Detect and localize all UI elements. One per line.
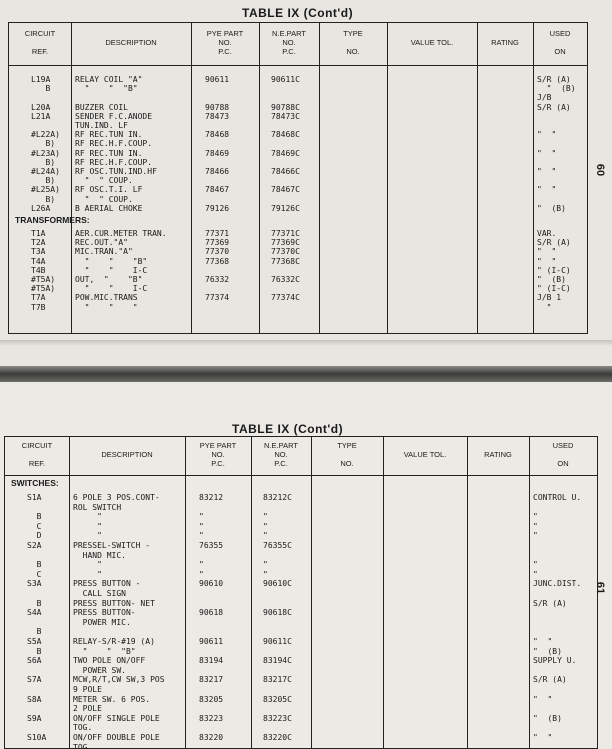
cell-used: S/R (A) [537,238,571,248]
cell-used: SUPPLY U. [533,656,577,666]
cell-used: S/R (A) [533,675,567,685]
cell-ref: #L22A) [31,130,60,140]
cell-used: " " [533,694,553,704]
cell-used: VAR. [537,229,557,238]
header-line: VALUE TOL. [410,38,454,47]
cell-used: " [533,560,538,570]
header-line: N.E.PART [272,29,306,38]
column-divider [467,437,468,748]
cell-desc: HAND MIC. [73,550,126,560]
header-line [477,29,533,38]
cell-pye: 79126 [205,203,230,213]
header-line [529,450,597,459]
header-line: P.C. [282,47,296,56]
cell-ref: S3A [27,579,42,589]
cell-desc: CALL SIGN [73,589,126,598]
cell-used: " (B) [537,203,566,213]
cell-pye: 83217 [199,675,224,685]
column-divider [71,23,72,333]
cell-used: " " [537,130,557,140]
cell-desc: MIC.TRAN."A" [75,247,133,257]
cell-pye: 83220 [199,733,224,742]
header-line: N.E.PART [264,441,298,450]
cell-desc: ON/OFF DOUBLE POLE [73,733,160,742]
cell-desc: OUT, " "B" [75,275,143,284]
cell-pye: 78473 [205,111,230,121]
cell-ref: S5A [27,637,42,646]
cell-ref: B) [31,139,56,149]
cell-ref: S9A [27,713,42,723]
header-line: TYPE [337,441,357,450]
cell-used: " " [537,185,557,195]
header-line [319,38,387,47]
cell-ref: T2A [31,238,46,248]
header-line: NO. [274,450,288,459]
parts-table [4,436,598,749]
column-header [383,441,467,468]
page-number: 60 [594,163,607,177]
cell-desc: " " "B" [75,256,148,266]
cell-ne: " [263,531,268,541]
header-line: P.C. [218,47,232,56]
cell-used: " [533,569,538,579]
header-line: CIRCUIT [24,29,56,38]
cell-desc: RELAY COIL "A" [75,75,143,84]
cell-ne: 83194C [263,656,292,666]
header-line [467,459,529,468]
cell-desc: RF REC.H.F.COUP. [75,139,153,149]
cell-desc: " " I-C [75,265,148,275]
header-line [71,29,191,38]
cell-desc: 2 POLE [73,704,102,714]
parts-table [8,22,588,334]
cell-ref: T7B [31,302,46,312]
column-divider [529,437,530,748]
header-line: NO. [218,38,232,47]
cell-desc: POWER SW. [73,665,126,675]
cell-ne: 90618C [263,608,292,618]
column-header [5,441,69,468]
cell-pye: 77370 [205,247,230,257]
header-line: REF. [28,459,46,468]
cell-desc: TOG. [73,723,93,733]
column-divider [69,437,70,748]
cell-ref: D [27,531,42,541]
cell-used: " " [537,256,557,266]
cell-ne: 83223C [263,713,292,723]
header-line: CIRCUIT [21,441,53,450]
cell-ref: #T5A) [31,275,56,284]
column-divider [387,23,388,333]
column-divider [191,23,192,333]
header-line: RATING [491,38,519,47]
header-line: PYE PART [199,441,237,450]
cell-used: " (B) [537,84,576,94]
cell-ne: 83212C [263,493,292,502]
section-heading: SWITCHES: [11,478,59,488]
cell-used: S/R (A) [537,102,571,112]
cell-ne: 78467C [271,185,300,195]
cell-used: S/R (A) [537,75,571,84]
cell-used: " (B) [533,646,562,656]
cell-used: " (I-C) [537,284,571,294]
column-header [533,29,587,56]
cell-pye: 77374 [205,293,230,303]
cell-desc: METER SW. 6 POS. [73,694,151,704]
cell-desc: ROL SWITCH [73,502,122,512]
header-line: USED [549,29,571,38]
cell-ref: T3A [31,247,46,257]
column-header [467,441,529,468]
cell-desc: " [73,521,102,531]
header-line: NO. [340,459,354,468]
cell-ref: S7A [27,675,42,685]
cell-ref: S10A [27,733,47,742]
cell-ref: B) [31,176,56,186]
cell-used: " " [537,247,557,257]
cell-desc: POW.MIC.TRANS [75,293,138,303]
cell-ne: 78466C [271,167,300,176]
header-line: VALUE TOL. [403,450,447,459]
cell-used: " (I-C) [537,265,571,275]
page-number: 61 [594,581,607,595]
cell-desc: " " I-C [75,284,148,294]
cell-used: " [533,512,538,522]
cell-used: CONTROL U. [533,493,582,502]
cell-desc: " " "B" [75,84,138,94]
cell-desc: " [73,531,102,541]
cell-ne: 77368C [271,256,300,266]
header-line: ON [557,459,569,468]
cell-ref: B) [31,157,56,167]
header-line: NO. [346,47,360,56]
cell-desc: PRESS BUTTON- [73,608,136,618]
cell-desc: " " COUP. [75,194,133,204]
header-line [69,459,185,468]
page-60 [0,0,612,366]
column-header [191,29,259,56]
cell-pye: 90618 [199,608,224,618]
cell-ref: S4A [27,608,42,618]
header-line: ON [554,47,566,56]
header-line [5,450,69,459]
cell-pye: 78469 [205,148,230,158]
cell-desc: TUN.IND. LF [75,121,128,130]
cell-ne: 90611C [263,637,292,646]
cell-ref: B) [31,194,56,204]
cell-ref: S2A [27,541,42,550]
cell-desc: B AERIAL CHOKE [75,203,143,213]
cell-ref: C [27,521,42,531]
header-line: TYPE [343,29,363,38]
column-header [185,441,251,468]
cell-desc: TWO POLE ON/OFF [73,656,146,666]
cell-ne: 76332C [271,275,300,284]
cell-pye: 77368 [205,256,230,266]
table-title: TABLE IX (Cont'd) [242,6,354,20]
column-header [259,29,319,56]
cell-desc: ON/OFF SINGLE POLE [73,713,160,723]
header-line: DESCRIPTION [105,38,157,47]
cell-desc: RF REC.TUN IN. [75,130,143,140]
header-line [71,47,191,56]
cell-ref: B [27,560,42,570]
cell-pye: 78468 [205,130,230,140]
column-header [251,441,311,468]
header-line: DESCRIPTION [101,450,153,459]
column-divider [259,23,260,333]
cell-pye: " [199,512,204,522]
column-header [71,29,191,56]
cell-ne: 78473C [271,111,300,121]
cell-pye: " [199,569,204,579]
cell-ne: 78468C [271,130,300,140]
cell-ref: T4A [31,256,46,266]
cell-desc: TOG. [73,742,93,749]
cell-ref: #T5A) [31,284,56,294]
cell-ref: S6A [27,656,42,666]
cell-ne: 90611C [271,75,300,84]
cell-ne: 83220C [263,733,292,742]
header-line [311,450,383,459]
cell-used: J/B 1 [537,293,562,303]
header-line [533,38,587,47]
cell-ref: B [27,512,42,522]
cell-ne: 79126C [271,203,300,213]
column-header [311,441,383,468]
cell-desc: " [73,569,102,579]
column-header [477,29,533,56]
column-divider [319,23,320,333]
cell-desc: 6 POLE 3 POS.CONT- [73,493,160,502]
cell-ne: " [263,521,268,531]
cell-pye: 90610 [199,579,224,589]
cell-ref: S1A [27,493,42,502]
cell-ne: 90610C [263,579,292,589]
cell-pye: 83223 [199,713,224,723]
cell-pye: 90611 [205,75,230,84]
header-line [9,38,71,47]
cell-ref: L26A [31,203,51,213]
cell-desc: RF REC.H.F.COUP. [75,157,153,167]
column-header [529,441,597,468]
cell-desc: BUZZER COIL [75,102,128,112]
cell-desc: " " COUP. [75,176,133,186]
cell-pye: " [199,521,204,531]
column-divider [251,437,252,748]
cell-ref: #L23A) [31,148,60,158]
cell-ref: L20A [31,102,51,112]
cell-ref: C [27,569,42,579]
cell-ref: B [27,646,42,656]
cell-pye: " [199,560,204,570]
cell-used: " " [537,167,557,176]
header-line: PYE PART [206,29,244,38]
cell-used: " [533,521,538,531]
cell-ne: " [263,512,268,522]
column-divider [311,437,312,748]
cell-pye: " [199,531,204,541]
cell-desc: MCW,R/T,CW SW,3 POS [73,675,165,685]
cell-ref: L21A [31,111,51,121]
cell-used: " [533,531,538,541]
header-rule [5,475,597,476]
header-line [477,47,533,56]
page-shadow [0,340,612,346]
cell-used: " " [533,733,553,742]
cell-ne: 77374C [271,293,300,303]
cell-ne: 83217C [263,675,292,685]
cell-desc: RF OSC.T.I. LF [75,185,143,195]
cell-pye: 90611 [199,637,224,646]
header-line [69,441,185,450]
cell-pye: 83205 [199,694,224,704]
cell-used: " [537,302,552,312]
cell-desc: RF OSC.TUN.IND.HF [75,167,157,176]
cell-desc: " " " [75,302,138,312]
cell-used: " " [533,637,553,646]
cell-ref: B [27,627,42,637]
header-line: NO. [211,450,225,459]
cell-ne: 90788C [271,102,300,112]
cell-desc: POWER MIC. [73,617,131,627]
cell-used: " (B) [533,713,562,723]
header-line [383,441,467,450]
cell-desc: PRESSEL-SWITCH - [73,541,151,550]
header-line: REF. [31,47,49,56]
header-line: USED [552,441,574,450]
header-line: P.C. [211,459,225,468]
column-divider [185,437,186,748]
cell-pye: 78466 [205,167,230,176]
header-line [387,47,477,56]
cell-ref: T1A [31,229,46,238]
cell-pye: 76355 [199,541,224,550]
header-line: RATING [484,450,512,459]
cell-desc: " " "B" [73,646,136,656]
header-line [467,441,529,450]
cell-desc: REC.OUT."A" [75,238,128,248]
cell-ne: 76355C [263,541,292,550]
cell-ref: #L25A) [31,185,60,195]
column-header [319,29,387,56]
cell-ne: 77369C [271,238,300,248]
header-rule [9,65,587,66]
cell-ne: 83205C [263,694,292,704]
cell-ne: 78469C [271,148,300,158]
section-heading: TRANSFORMERS: [15,215,90,225]
cell-pye: 77369 [205,238,230,248]
cell-desc: AER.CUR.METER TRAN. [75,229,167,238]
column-header [69,441,185,468]
cell-desc: PRESS BUTTON- NET [73,598,155,608]
cell-ne: 77371C [271,229,300,238]
cell-ref: B [27,598,42,608]
cell-used: J/B [537,93,552,103]
cell-ref: B [31,84,51,94]
cell-desc: RF REC.TUN IN. [75,148,143,158]
cell-used: S/R (A) [533,598,567,608]
cell-ref: T7A [31,293,46,303]
cell-pye: 78467 [205,185,230,195]
cell-desc: PRESS BUTTON - [73,579,141,589]
cell-pye: 76332 [205,275,230,284]
cell-pye: 83212 [199,493,224,502]
column-divider [477,23,478,333]
cell-desc: 9 POLE [73,685,102,694]
cell-ne: 77370C [271,247,300,257]
cell-ref: T4B [31,265,46,275]
cell-desc: " [73,512,102,522]
table-title: TABLE IX (Cont'd) [232,422,344,436]
cell-pye: 77371 [205,229,230,238]
cell-desc: " [73,560,102,570]
cell-pye: 83194 [199,656,224,666]
cell-used: JUNC.DIST. [533,579,582,589]
column-header [387,29,477,56]
cell-ref: S8A [27,694,42,704]
column-header [9,29,71,56]
cell-desc: RELAY-S/R-#19 (A) [73,637,155,646]
column-divider [383,437,384,748]
cell-ref: #L24A) [31,167,60,176]
page-61 [0,382,612,749]
header-line [387,29,477,38]
cell-ref: L19A [31,75,51,84]
header-line [383,459,467,468]
cell-pye: 90788 [205,102,230,112]
header-line: P.C. [274,459,288,468]
header-line: NO. [282,38,296,47]
cell-used: " (B) [537,275,566,284]
cell-ne: " [263,560,268,570]
cell-used: " " [537,148,557,158]
column-divider [533,23,534,333]
cell-desc: SENDER F.C.ANODE [75,111,153,121]
cell-ne: " [263,569,268,579]
page-gap [0,366,612,382]
